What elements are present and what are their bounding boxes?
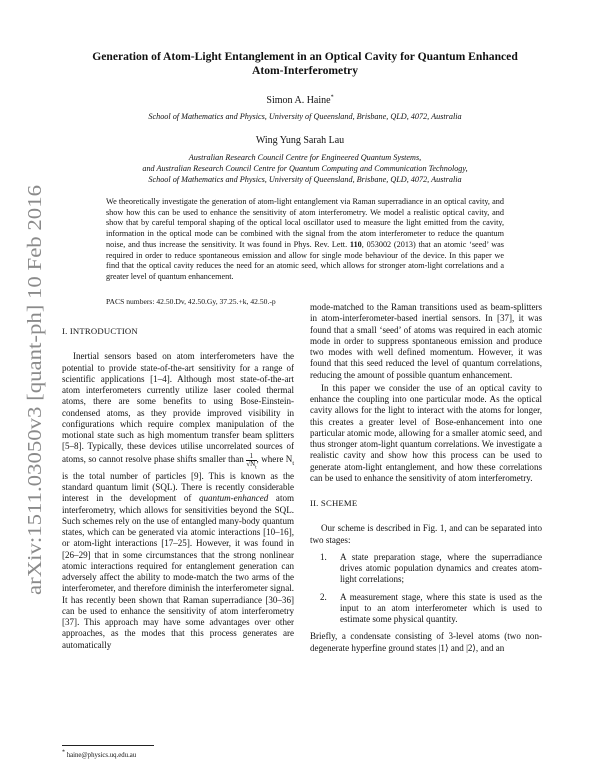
left-column [62, 326, 294, 651]
section-1-heading: I. INTRODUCTION [62, 326, 138, 336]
author-2: Wing Yung Sarah Lau [255, 135, 345, 146]
affiliation-2-line-2: and Australian Research Council Centre for Quantum Computing and Communication Technology, [142, 164, 468, 173]
intro-emphasis: quantum-enhanced [198, 493, 269, 504]
footnote-rule [62, 745, 154, 746]
abstract-text-a: We theoretically investigate the generation of atom-light entanglement via Raman superradiance in an optical cavity, and show how this can be used to enhance the sensitivity of atom interferometry. We model a realistic optical cavity, and show that by careful temporal shaping of the optical local oscillator used to measure the light emitted from the cavity, information in the optical mode can be combined with the signal from the atom interferometer to reduce the quantum noise, and thus increase the sensitivity. It was found in Phys. Rev. Lett. [106, 197, 504, 249]
intro-paragraph-2: mode-matched to the Raman transitions used as beam-splitters in atom-interferometer-based inertial sensors. In [37], it was found that a small ‘seed’ of atoms was required in each atomic mode in order to suppress spontaneous emission and produce two modes with well defined momentum. However, it was found that this seed reduced the level of quantum correlations, reducing the amount of possible quantum enhancement. [310, 302, 542, 380]
intro-text-d: atom interferometry, which allows for sensitivities beyond the SQL. Such schemes rely on the use of entangled many-body quantum states, which can be generated via atomic interactions [10–16], or atom-light interactions [17–25]. However, it was found in [26–29] that in some circumstances that the strong nonlinear atomic interactions required for entanglement generation can adversely affect the ability to mode-match the two arms of the interferometer, and therefore diminish the interferometer signal. It has recently been shown that Raman superradiance [30–36] can be used to enhance the sensitivity of atom interferometry [37]. This approach may have some advantages over other approaches, as the modes that this process generates are automatically [62, 493, 295, 650]
author-1 [0, 95, 600, 106]
paper-title [70, 50, 540, 78]
abstract-text-b: , 053002 (2013) that an atomic ‘seed’ was required in order to reduce spontaneous emission and allow for single mode behaviour of the device. In this paper we find that the optical cavity reduces the need for an atomic seed, which allows for stronger atom-light correlations and a greater level of quantum enhancement. [106, 239, 504, 281]
pacs-numbers: PACS numbers: 42.50.Dv, 42.50.Gy, 37.25.+k, 42.50.-p [106, 297, 276, 306]
intro-text-b: , where N [256, 453, 293, 464]
affiliation-2 [70, 152, 540, 185]
scheme-paragraph-1: Our scheme is described in Fig. 1, and can be separated into two stages: [310, 523, 542, 545]
title-line-2: Atom-Interferometry [251, 64, 358, 77]
intro-paragraph-3: In this paper we consider the use of an optical cavity to enhance the coupling into one particular mode. As the optical cavity allows for the light to interact with the atoms for longer, this creates a greater level of Bose-enhancement into one particular atomic mode, allowing for a smaller atomic seed, and thus stronger atom-light quantum correlations. We investigate a realistic cavity and show how this process can be used to generate atom-light entanglement, and how these correlations can be used to enhance the sensitivity of atom interferometry. [310, 382, 542, 483]
intro-text-c: is the total number of particles [9]. This is known as the standard quantum limit (SQL). There is recently considerable interest in the development of [62, 470, 294, 504]
affiliation-2-line-3: School of Mathematics and Physics, University of Queensland, Brisbane, QLD, 4072, Australia [148, 175, 462, 184]
affiliation-1: School of Mathematics and Physics, University of Queensland, Brisbane, QLD, 4072, Australia [148, 112, 462, 121]
list-item-number: 2. [320, 591, 327, 602]
footnote [62, 749, 137, 759]
arxiv-stamp-text: arXiv:1511.03050v3 [quant-ph] 10 Feb 2016 [25, 244, 46, 595]
intro-text-a: Inertial sensors based on atom interferometers have the potential to provide state-of-the-art sensitivity for a range of scientific applications [1–4]. Although most state-of-the-art atom interferometers currently utilize laser cooled thermal atoms, there are some benefits to using Bose-Einstein-condensed atoms, as they provide improved visibility in configurations which require complex manipulation of the motional state such as high momentum transfer beam splitters [5–8]. Typically, these devices utilise uncorrelated sources of atoms, so cannot resolve phase shifts smaller than [62, 351, 294, 464]
stage-list-item [310, 592, 542, 626]
title-line-1: Generation of Atom-Light Entanglement in an Optical Cavity for Quantum Enhanced [92, 50, 518, 63]
intro-paragraph-1 [62, 351, 294, 651]
footnote-email: haine@physics.uq.edu.au [66, 752, 137, 759]
fraction-denominator: √N [246, 459, 256, 468]
list-item-text: A measurement stage, where this state is used as the input to an atom interferometer which is used to estimate some physical quantity. [340, 591, 542, 624]
arxiv-stamp [14, 180, 54, 600]
list-item-number: 1. [320, 551, 327, 562]
intro-subscript: t [292, 460, 295, 467]
affiliation-2-line-1: Australian Research Council Centre for Engineered Quantum Systems, [188, 153, 422, 162]
author-1-name: Simon A. Haine [266, 95, 331, 106]
list-item-text: A state preparation stage, where the superradiance drives atomic population dynamics and creates atom-light correlations; [340, 551, 542, 585]
author-1-footnote-mark: * [330, 94, 334, 101]
abstract-volume: 110 [349, 239, 362, 249]
fraction-numerator: 1 [246, 453, 256, 461]
abstract [106, 197, 504, 283]
stage-list-item [310, 552, 542, 586]
footnote-mark: * [62, 749, 65, 756]
stage-list [310, 552, 542, 626]
scheme-paragraph-2: Briefly, a condensate consisting of 3-level atoms (two non-degenerate hyperfine ground states |1⟩ and |2⟩, and an [310, 631, 542, 653]
section-2-heading: II. SCHEME [310, 498, 358, 508]
arxiv-stamp-svg [14, 180, 54, 600]
fraction-subscript: t [255, 464, 257, 470]
fraction [246, 453, 256, 471]
right-column [310, 302, 542, 654]
